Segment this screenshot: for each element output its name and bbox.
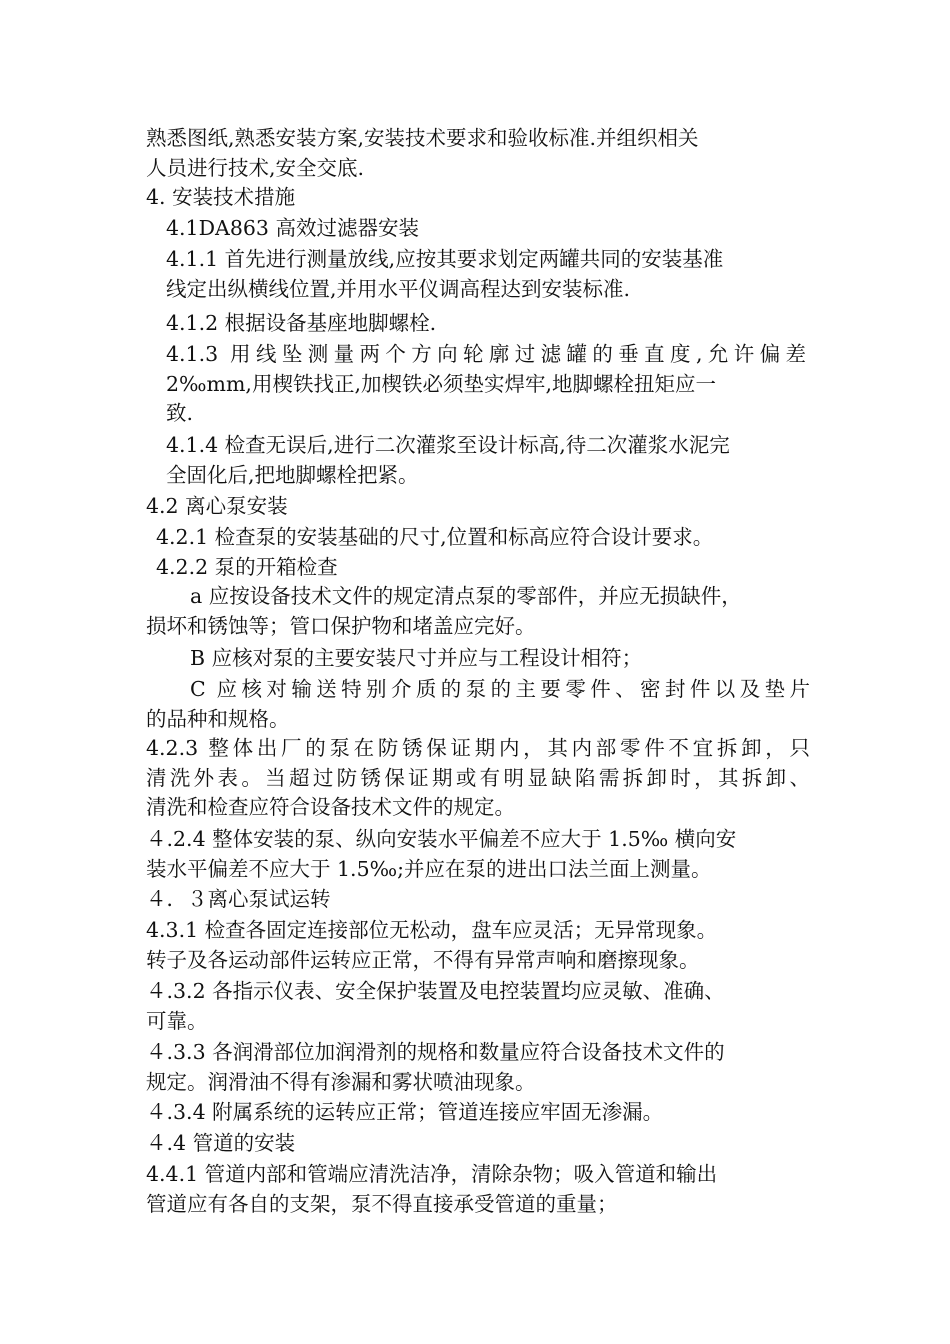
text-line: 4.2.3 整体出厂的泵在防锈保证期内，其内部零件不宜拆卸，只 bbox=[146, 736, 810, 760]
paragraph-4-3-4 bbox=[146, 1098, 810, 1128]
text-line: 4.2.1 检查泵的安装基础的尺寸,位置和标高应符合设计要求。 bbox=[156, 525, 714, 549]
text-line: 4.1.1 首先进行测量放线,应按其要求划定两罐共同的安装基准 bbox=[166, 247, 724, 271]
paragraph-4-2-4 bbox=[146, 825, 810, 884]
text-line: 的品种和规格。 bbox=[146, 706, 290, 731]
heading-4-4 bbox=[146, 1129, 810, 1159]
text-line: 4.1.4 检查无误后,进行二次灌浆至设计标高,待二次灌浆水泥完 bbox=[166, 433, 730, 457]
text-line: 清洗和检查应符合设备技术文件的规定。 bbox=[146, 795, 515, 819]
text-line: 致. bbox=[166, 401, 194, 425]
text-line: ４.3.4 附属系统的运转应正常；管道连接应牢固无渗漏。 bbox=[146, 1100, 664, 1124]
text-line: 损坏和锈蚀等；管口保护物和堵盖应完好。 bbox=[146, 613, 536, 638]
subsection-heading: 4.1DA863 高效过滤器安装 bbox=[166, 216, 419, 240]
heading-4-2 bbox=[146, 492, 810, 522]
text-line: ４.3.3 各润滑部位加润滑剂的规格和数量应符合设备技术文件的 bbox=[146, 1040, 725, 1064]
text-line: 4.3.1 检查各固定连接部位无松动，盘车应灵活；无异常现象。 bbox=[146, 918, 718, 942]
text-line: 2‰mm,用楔铁找正,加楔铁必须垫实焊牢,地脚螺栓扭矩应一 bbox=[166, 371, 716, 396]
text-line: C 应核对输送特别介质的泵的主要零件、密封件以及垫片 bbox=[190, 677, 810, 701]
paragraph-4-2-3 bbox=[146, 734, 810, 823]
text-line: 装水平偏差不应大于 1.5‰;并应在泵的进出口法兰面上测量。 bbox=[146, 856, 712, 881]
paragraph-4-2-2-c bbox=[146, 675, 810, 734]
paragraph-intro bbox=[146, 124, 810, 183]
paragraph-4-2-1 bbox=[156, 523, 820, 553]
paragraph-4-1-2 bbox=[166, 309, 830, 339]
text-line: 可靠。 bbox=[146, 1008, 208, 1033]
paragraph-4-4-1 bbox=[146, 1160, 810, 1219]
text-line: B 应核对泵的主要安装尺寸并应与工程设计相符； bbox=[190, 646, 643, 670]
paragraph-4-1-1 bbox=[166, 245, 806, 304]
paragraph-4-1-3 bbox=[166, 340, 806, 429]
text-line: 4.2.2 泵的开箱检查 bbox=[156, 555, 338, 579]
heading-4-1 bbox=[166, 214, 830, 244]
text-line: 规定。润滑油不得有渗漏和雾状喷油现象。 bbox=[146, 1069, 536, 1094]
paragraph-4-2-2 bbox=[156, 553, 820, 583]
text-line: 转子及各运动部件运转应正常，不得有异常声响和磨擦现象。 bbox=[146, 947, 700, 972]
paragraph-4-3-2 bbox=[146, 977, 810, 1036]
heading-4-3 bbox=[146, 885, 810, 915]
paragraph-4-1-4 bbox=[166, 431, 806, 490]
text-line: 管道应有各自的支架，泵不得直接承受管道的重量； bbox=[146, 1191, 618, 1216]
text-line: 全固化后,把地脚螺栓把紧。 bbox=[166, 462, 419, 487]
subsection-heading: ４．３离心泵试运转 bbox=[146, 887, 331, 911]
paragraph-4-2-2-b bbox=[146, 644, 810, 674]
text-line: 人员进行技术,安全交底. bbox=[146, 155, 365, 180]
subsection-heading: 4.2 离心泵安装 bbox=[146, 494, 288, 518]
text-line: ４.3.2 各指示仪表、安全保护装置及电控装置均应灵敏、准确、 bbox=[146, 979, 725, 1003]
paragraph-4-3-1 bbox=[146, 916, 810, 975]
text-line: a 应按设备技术文件的规定清点泵的零部件，并应无损缺件， bbox=[190, 584, 742, 608]
text-line: 线定出纵横线位置,并用水平仪调高程达到安装标准. bbox=[166, 276, 631, 301]
subsection-heading: ４.4 管道的安装 bbox=[146, 1131, 296, 1155]
section-heading: 4. 安装技术措施 bbox=[146, 185, 296, 209]
text-line: ４.2.4 整体安装的泵、纵向安装水平偏差不应大于 1.5‰ 横向安 bbox=[146, 827, 737, 851]
text-line: 4.1.3 用线坠测量两个方向轮廓过滤罐的垂直度,允许偏差 bbox=[166, 342, 806, 366]
text-line: 熟悉图纸,熟悉安装方案,安装技术要求和验收标准.并组织相关 bbox=[146, 126, 699, 150]
text-line: 清洗外表。当超过防锈保证期或有明显缺陷需拆卸时，其拆卸、 bbox=[146, 765, 810, 790]
heading-section-4 bbox=[146, 183, 810, 213]
text-line: 4.4.1 管道内部和管端应清洗洁净，清除杂物；吸入管道和输出 bbox=[146, 1162, 718, 1186]
paragraph-4-2-2-a bbox=[146, 582, 810, 641]
paragraph-4-3-3 bbox=[146, 1038, 810, 1097]
text-line: 4.1.2 根据设备基座地脚螺栓. bbox=[166, 311, 437, 335]
